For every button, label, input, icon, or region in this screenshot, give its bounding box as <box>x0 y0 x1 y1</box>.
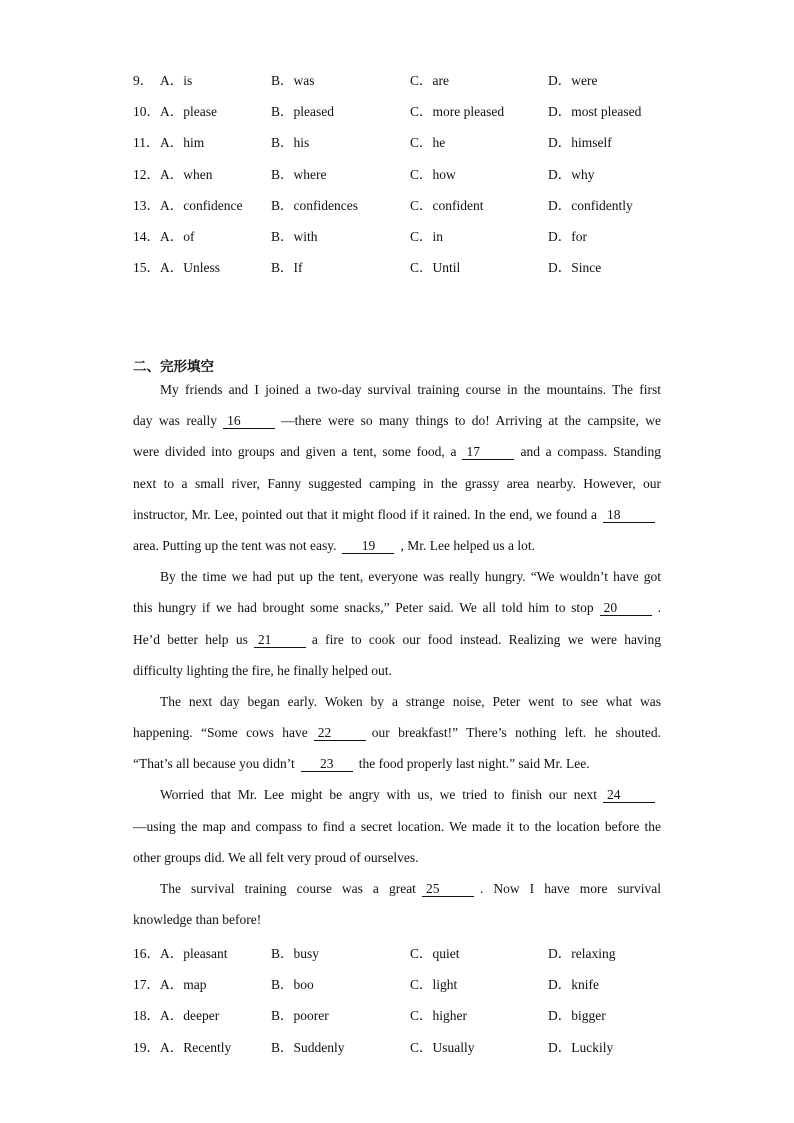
passage-text: area. Putting up the tent was not easy. <box>133 537 337 553</box>
option-c: C．how <box>410 166 456 182</box>
passage-text: instructor, Mr. Lee, pointed out that it might flood if it rained. In the end, we found a <box>133 506 597 522</box>
passage-text: —using the map and compass to find a secret location. We made it to the location before the <box>133 818 661 834</box>
passage-text: By the time we had put up the tent, everyone was really hungry. “We wouldn’t have got <box>160 569 661 585</box>
option-b: B．pleased <box>271 104 334 120</box>
passage-text: . Now I have more survival <box>479 881 661 896</box>
option-a: A．pleasant <box>160 946 228 961</box>
question-row <box>133 69 673 100</box>
option-a: A．confidence <box>160 197 243 213</box>
passage-text: My friends and I joined a two-day survival training course in the mountains. The first <box>160 382 661 397</box>
passage-text: . <box>657 600 661 616</box>
option-c: C．in <box>410 228 444 244</box>
option-a: A．is <box>160 73 193 88</box>
option-d: D．knife <box>548 977 599 993</box>
option-b: B．with <box>271 228 318 244</box>
question-number: 9． <box>133 73 154 88</box>
passage-text: He’d better help us <box>133 631 248 647</box>
passage-text: The next day began early. Woken by a strange noise, Peter went to see what was <box>160 693 661 709</box>
question-row <box>133 163 673 194</box>
option-b: B．where <box>271 166 327 182</box>
option-d: D．confidently <box>548 197 633 213</box>
passage-text: knowledge than before! <box>133 912 262 928</box>
question-row <box>133 131 673 162</box>
option-d: D．Since <box>548 260 602 276</box>
question-number: 12． <box>133 166 160 182</box>
passage-text: a fire to cook our food instead. Realizing we were having <box>311 631 661 647</box>
blank-25: 25 <box>422 882 474 897</box>
option-c: C．confident <box>410 197 484 213</box>
question-number: 19． <box>133 1039 160 1055</box>
option-b: B．was <box>271 73 315 88</box>
blank-19: 19 <box>342 539 394 554</box>
passage-line <box>133 873 661 904</box>
passage-text: The survival training course was a great <box>160 881 416 896</box>
passage-line <box>133 530 661 561</box>
option-c: C．more pleased <box>410 104 505 120</box>
passage-line <box>133 468 661 499</box>
option-a: A．him <box>160 135 205 151</box>
option-d: D．were <box>548 73 598 88</box>
option-b: B．Suddenly <box>271 1039 345 1055</box>
passage-line <box>133 904 661 935</box>
option-d: D．most pleased <box>548 104 642 120</box>
passage-text: difficulty lighting the fire, he finally helped out. <box>133 662 392 678</box>
passage-text: this hungry if we had brought some snacks,” Peter said. We all told him to stop <box>133 600 594 616</box>
passage-text: other groups did. We all felt very proud of ourselves. <box>133 849 419 865</box>
passage-text: were divided into groups and given a tent, some food, a <box>133 444 457 460</box>
blank-24: 24 <box>603 788 655 803</box>
option-c: C．are <box>410 73 449 88</box>
blank-22: 22 <box>314 726 366 741</box>
option-c: C．Usually <box>410 1039 475 1055</box>
blank-16: 16 <box>223 414 275 429</box>
question-number: 13． <box>133 197 160 213</box>
passage-text: “That’s all because you didn’t <box>133 756 295 772</box>
passage-line <box>133 405 661 436</box>
option-a: A．when <box>160 166 213 182</box>
passage-line <box>133 592 661 623</box>
question-row <box>133 100 673 131</box>
question-list-16-19 <box>133 942 673 1067</box>
question-number: 10． <box>133 104 160 120</box>
passage-line <box>133 436 661 467</box>
question-number: 17． <box>133 977 160 993</box>
question-row <box>133 973 673 1004</box>
passage-text: day was really <box>133 413 218 429</box>
passage-line <box>133 374 661 405</box>
question-row <box>133 1004 673 1035</box>
option-a: A．map <box>160 977 207 993</box>
question-row <box>133 225 673 256</box>
option-b: B．his <box>271 135 310 151</box>
option-a: A．please <box>160 104 217 120</box>
passage-text: —there were so many things to do! Arriving at the campsite, we <box>281 413 661 429</box>
section-title: 二、完形填空 <box>133 359 214 375</box>
blank-23: 23 <box>301 757 353 772</box>
passage-line <box>133 717 661 748</box>
question-row <box>133 1036 673 1067</box>
question-number: 14． <box>133 228 160 244</box>
passage-text: the food properly last night.” said Mr. Lee. <box>358 756 590 772</box>
question-number: 11． <box>133 135 160 151</box>
question-number: 18． <box>133 1008 160 1024</box>
option-c: C．he <box>410 135 446 151</box>
passage-line <box>133 655 661 686</box>
option-c: C．Until <box>410 260 461 276</box>
option-c: C．quiet <box>410 946 460 961</box>
passage-text: our breakfast!” There’s nothing left. he shouted. <box>371 725 661 741</box>
passage-text: and a compass. Standing <box>520 444 661 460</box>
cloze-passage <box>133 374 661 935</box>
option-c: C．light <box>410 977 458 993</box>
passage-line <box>133 686 661 717</box>
passage-text: , Mr. Lee helped us a lot. <box>400 537 536 553</box>
question-row <box>133 194 673 225</box>
option-a: A．of <box>160 228 195 244</box>
question-number: 15． <box>133 260 160 276</box>
question-row <box>133 256 673 287</box>
passage-text: happening. “Some cows have <box>133 725 308 741</box>
passage-text: Worried that Mr. Lee might be angry with us, we tried to finish our next <box>160 787 597 803</box>
question-number: 16． <box>133 946 160 961</box>
option-d: D．for <box>548 228 587 244</box>
option-a: A．Unless <box>160 260 220 276</box>
passage-line <box>133 499 661 530</box>
option-d: D．bigger <box>548 1008 606 1024</box>
option-b: B．busy <box>271 946 320 961</box>
option-b: B．poorer <box>271 1008 329 1024</box>
option-c: C．higher <box>410 1008 467 1024</box>
option-a: A．deeper <box>160 1008 220 1024</box>
passage-line <box>133 779 661 810</box>
option-a: A．Recently <box>160 1039 232 1055</box>
option-d: D．himself <box>548 135 612 151</box>
blank-18: 18 <box>603 508 655 523</box>
passage-line <box>133 811 661 842</box>
option-b: B．confidences <box>271 197 358 213</box>
option-d: D．why <box>548 166 595 182</box>
question-list-9-15 <box>133 69 673 287</box>
blank-17: 17 <box>462 445 514 460</box>
passage-line <box>133 748 661 779</box>
blank-20: 20 <box>600 601 652 616</box>
passage-line <box>133 624 661 655</box>
blank-21: 21 <box>254 633 306 648</box>
option-d: D．relaxing <box>548 946 616 961</box>
passage-text: next to a small river, Fanny suggested camping in the grassy area nearby. However, our <box>133 475 661 491</box>
passage-line <box>133 561 661 592</box>
option-d: D．Luckily <box>548 1039 614 1055</box>
passage-line <box>133 842 661 873</box>
option-b: B．boo <box>271 977 314 993</box>
question-row <box>133 942 673 973</box>
option-b: B．If <box>271 260 303 276</box>
